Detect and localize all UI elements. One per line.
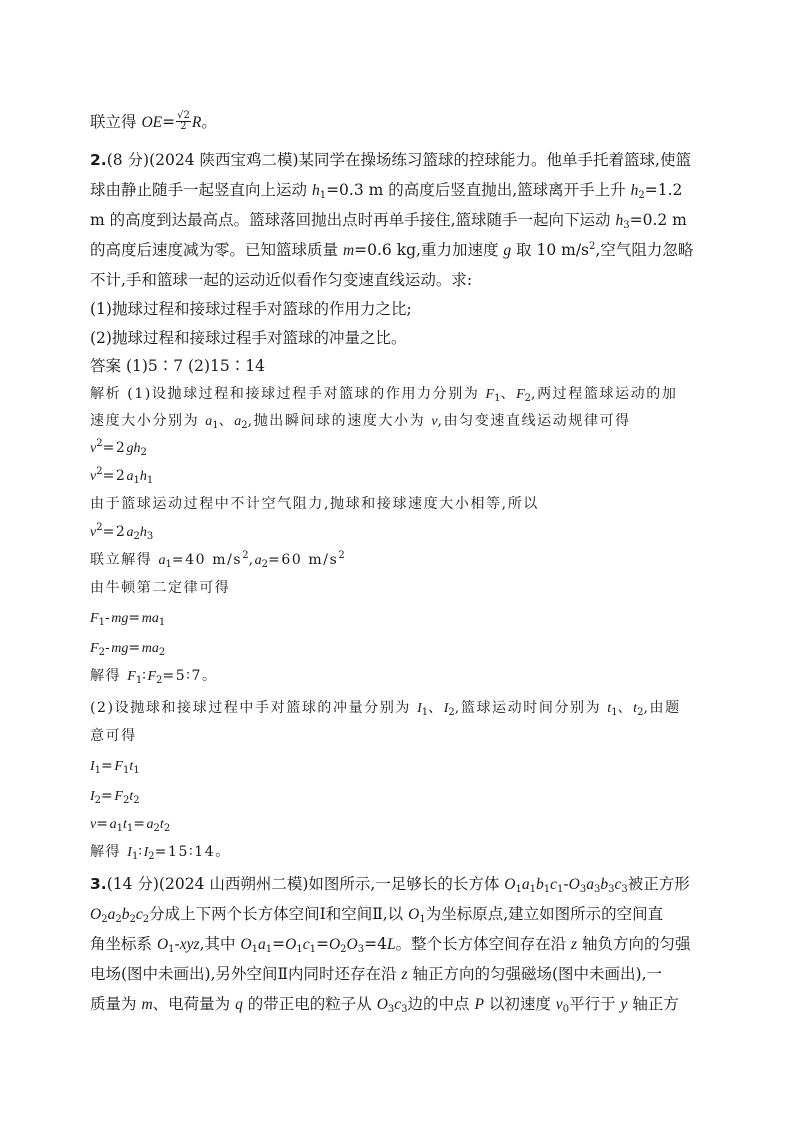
- fraction: $\frac{√2}{2}$: [177, 109, 190, 132]
- question-3-line-4: 电场(图中未画出),另外空间Ⅱ内同时还存在沿 z 轴正方向的匀强磁场(图中未画出),一: [90, 965, 662, 983]
- question-3-line-2: $O_2a_2b_2c_2$分成上下两个长方体空间Ⅰ和空间Ⅱ,以 $O_1$为坐标原点,建立如图所示的空间直: [90, 905, 664, 925]
- equation-6: $I_1=F_1t_1$: [90, 758, 140, 776]
- question-2-line-3: m 的高度到达最高点。篮球落回抛出点时再单手接住,篮球随手一起向下运动 $h_3=0.2$ m: [90, 211, 687, 231]
- equation-3: $v^2=2a_2h_3$: [90, 522, 154, 542]
- solution-label: 解析: [90, 386, 122, 402]
- question-3-line-3: 角坐标系 $O_1$-xyz,其中 $O_1a_1=O_1c_1=O_2O_3=4L$。整个长方体空间存在沿 z 轴负方向的匀强: [90, 935, 691, 955]
- solution-line-12: (2)设抛球和接球过程中手对篮球的冲量分别为 $I_1$、$I_2$,篮球运动时间分别为 $t_1$、$t_2$,由题: [90, 700, 681, 718]
- solution-line-13: 意可得: [90, 728, 137, 744]
- question-2-line-5: 不计,手和篮球一起的运动近似看作匀变速直线运动。求:: [90, 271, 473, 289]
- solution-line-17: 解得 $I_1∶I_2=15∶14$。: [90, 844, 231, 862]
- question-3-line-1: 3.(14 分)(2024 山西朔州二模)如图所示,一足够长的长方体 $O_1a_1b_1c_1-O_3a_3b_3c_3$被正方形: [90, 875, 690, 895]
- solution-line-8: 由牛顿第二定律可得: [90, 580, 231, 596]
- equation-7: $I_2=F_2t_2$: [90, 788, 140, 806]
- solution-line-11: 解得 $F_1∶F_2=5∶7$。: [90, 668, 218, 686]
- question-2-part-2: (2)抛球过程和接球过程手对篮球的冲量之比。: [90, 329, 407, 347]
- equation-5: $F_2-mg=ma_2$: [90, 640, 166, 658]
- question-2-line-2: 球由静止随手一起竖直向上运动 $h_1=0.3$ m 的高度后竖直抛出,篮球离开手上升 $h_2=1.2$: [90, 181, 683, 201]
- answer-line: 答案 (1)5∶7 (2)15∶14: [90, 357, 265, 375]
- question-3-line-5: 质量为 m、电荷量为 q 的带正电的粒子从 $O_3c_3$边的中点 P 以初速度 $v_0$平行于 y 轴正方: [90, 995, 679, 1015]
- solution-line-7: 联立解得 $a_1=40$ $m/s^2,a_2=60$ $m/s^2$: [90, 550, 345, 570]
- solution-line-2: 速度大小分别为 $a_1$、$a_2$,抛出瞬间球的速度大小为 v,由匀变速直线运动规律可得: [90, 413, 631, 431]
- equation-4: $F_1-mg=ma_1$: [90, 610, 166, 628]
- solution-line-1: 解析 (1)设抛球过程和接球过程手对篮球的作用力分别为 $F_1$、$F_2$,两过程篮球运动的加: [90, 386, 678, 404]
- equation-1: $v^2=2gh_2$: [90, 438, 147, 458]
- answer-label: 答案: [90, 357, 122, 375]
- equation-2: $v^2=2a_1h_1$: [90, 466, 154, 486]
- conclusion-line: 联立得 OE= $\frac{√2}{2}$ R。: [90, 109, 217, 132]
- equation-8: $v=a_1t_1=a_2t_2$: [90, 816, 171, 834]
- solution-line-5: 由于篮球运动过程中不计空气阻力,抛球和接球速度大小相等,所以: [90, 496, 539, 512]
- question-2-part-1: (1)抛球过程和接球过程手对篮球的作用力之比;: [90, 300, 412, 318]
- question-2-line-4: 的高度后速度减为零。已知篮球质量 m=0.6 kg,重力加速度 g 取 10 $m/s^2$,空气阻力忽略: [90, 241, 694, 259]
- question-2-line-1: 2.(8 分)(2024 陕西宝鸡二模)某同学在操场练习篮球的控球能力。他单手托着篮球,使篮: [90, 151, 691, 169]
